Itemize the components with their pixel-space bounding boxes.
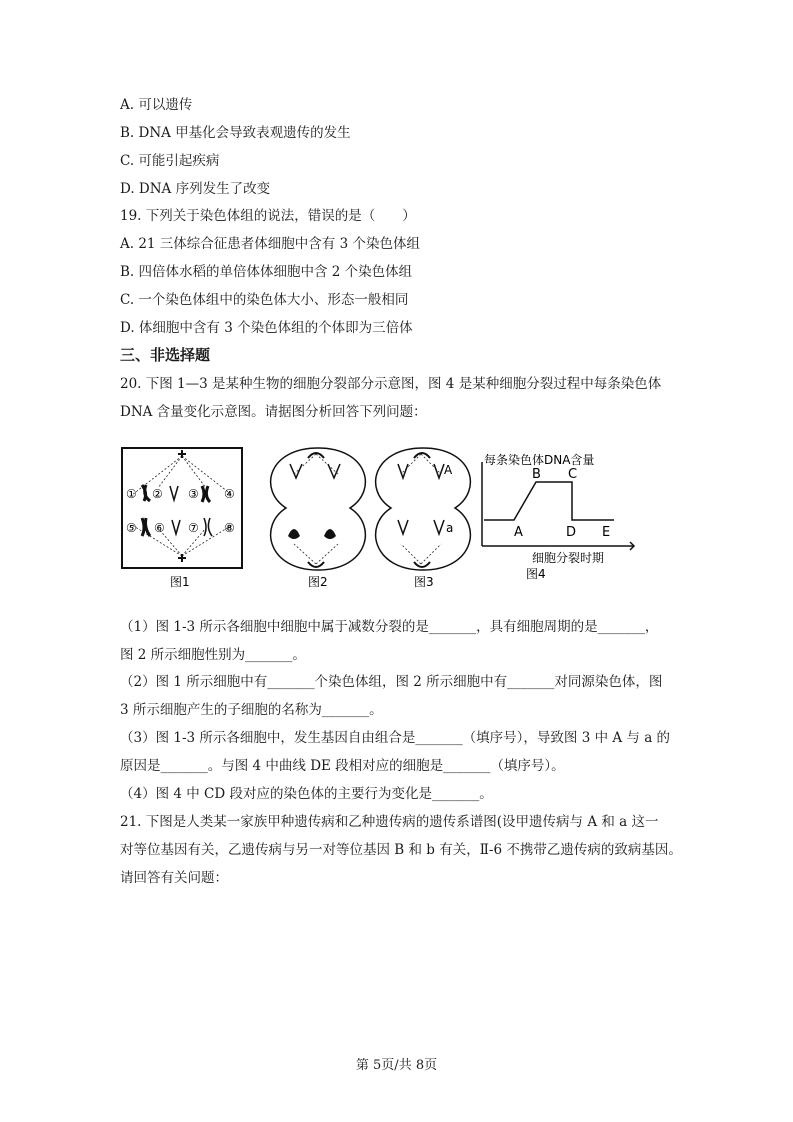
q21-line-3: 请回答有关问题： [120, 870, 228, 886]
page-footer: 第 5页/共 8页 [355, 1058, 438, 1073]
q20-sub-line-1: （1）图 1-3 所示各细胞中细胞中属于减数分裂的是_______，具有细胞周期的是_______， [120, 619, 659, 635]
q18-option-c: C. 可能引起疾病 [120, 153, 220, 169]
fig1-number-4: ④ [224, 487, 235, 501]
fig1-number-6: ⑥ [154, 521, 165, 535]
fig4-xlabel: 细胞分裂时期 [532, 551, 605, 565]
fig1-number-8: ⑧ [224, 521, 235, 535]
q21-line-2: 对等位基因有关，乙遗传病与另一对等位基因 B 和 b 有关，Ⅱ-6 不携带乙遗传病的致病基因。 [120, 842, 682, 858]
q18-option-b: B. DNA 甲基化会导致表观遗传的发生 [120, 125, 351, 141]
fig2-caption: 图2 [308, 575, 328, 589]
fig1-number-1: ① [126, 487, 137, 501]
q20-stem-line-2: DNA 含量变化示意图。请据图分析回答下列问题： [120, 404, 427, 420]
q20-figures [118, 440, 638, 590]
q20-sub-line-5: （3）图 1-3 所示各细胞中，发生基因自由组合是_______（填序号），导致图 3 中 A 与 a 的 [120, 730, 671, 746]
q19-option-d: D. 体细胞中含有 3 个染色体组的个体即为三倍体 [120, 320, 413, 336]
q20-sub-line-7: （4）图 4 中 CD 段对应的染色体的主要行为变化是_______。 [120, 786, 493, 802]
fig1-number-2: ② [152, 487, 163, 501]
fig3-mark-lower-a: a [446, 521, 454, 535]
section-title: 三、非选择题 [120, 346, 211, 364]
q18-option-d: D. DNA 序列发生了改变 [120, 181, 271, 197]
fig3-mark-upper-a: A [444, 463, 453, 477]
q19-option-a: A. 21 三体综合征患者体细胞中含有 3 个染色体组 [120, 236, 420, 252]
fig4-caption: 图4 [526, 567, 546, 581]
fig4-point-d: D [566, 525, 577, 540]
q20-sub-line-6: 原因是_______。与图 4 中曲线 DE 段相对应的细胞是_______（填序号）。 [120, 758, 565, 774]
q19-option-b: B. 四倍体水稻的单倍体体细胞中含 2 个染色体组 [120, 264, 413, 280]
fig1-number-7: ⑦ [188, 521, 199, 535]
fig1-number-5: ⑤ [126, 521, 137, 535]
q19-stem: 19. 下列关于染色体组的说法，错误的是（ ） [120, 208, 416, 224]
q18-option-a: A. 可以遗传 [120, 97, 193, 113]
fig4-point-e: E [602, 525, 611, 540]
fig4-point-b: B [532, 467, 541, 482]
fig4-point-c: C [568, 467, 578, 482]
q20-stem-line-1: 20. 下图 1—3 是某种生物的细胞分裂部分示意图，图 4 是某种细胞分裂过程中每条染色体 [120, 376, 662, 392]
q20-sub-line-2: 图 2 所示细胞性别为_______。 [120, 647, 306, 663]
q20-sub-line-3: （2）图 1 所示细胞中有_______个染色体组，图 2 所示细胞中有_______对同源染色体，图 [120, 674, 663, 690]
fig3-caption: 图3 [414, 575, 434, 589]
fig4-point-a: A [514, 525, 523, 540]
fig1-number-3: ③ [188, 487, 199, 501]
q19-option-c: C. 一个染色体组中的染色体大小、形态一般相同 [120, 292, 409, 308]
fig1-caption: 图1 [170, 575, 190, 589]
q20-sub-line-4: 3 所示细胞产生的子细胞的名称为_______。 [120, 702, 383, 718]
fig4-ylabel: 每条染色体DNA含量 [484, 453, 595, 467]
cell-division-diagrams [118, 440, 638, 590]
q21-line-1: 21. 下图是人类某一家族甲种遗传病和乙种遗传病的遗传系谱图(设甲遗传病与 A 和 a 这一 [120, 814, 659, 830]
